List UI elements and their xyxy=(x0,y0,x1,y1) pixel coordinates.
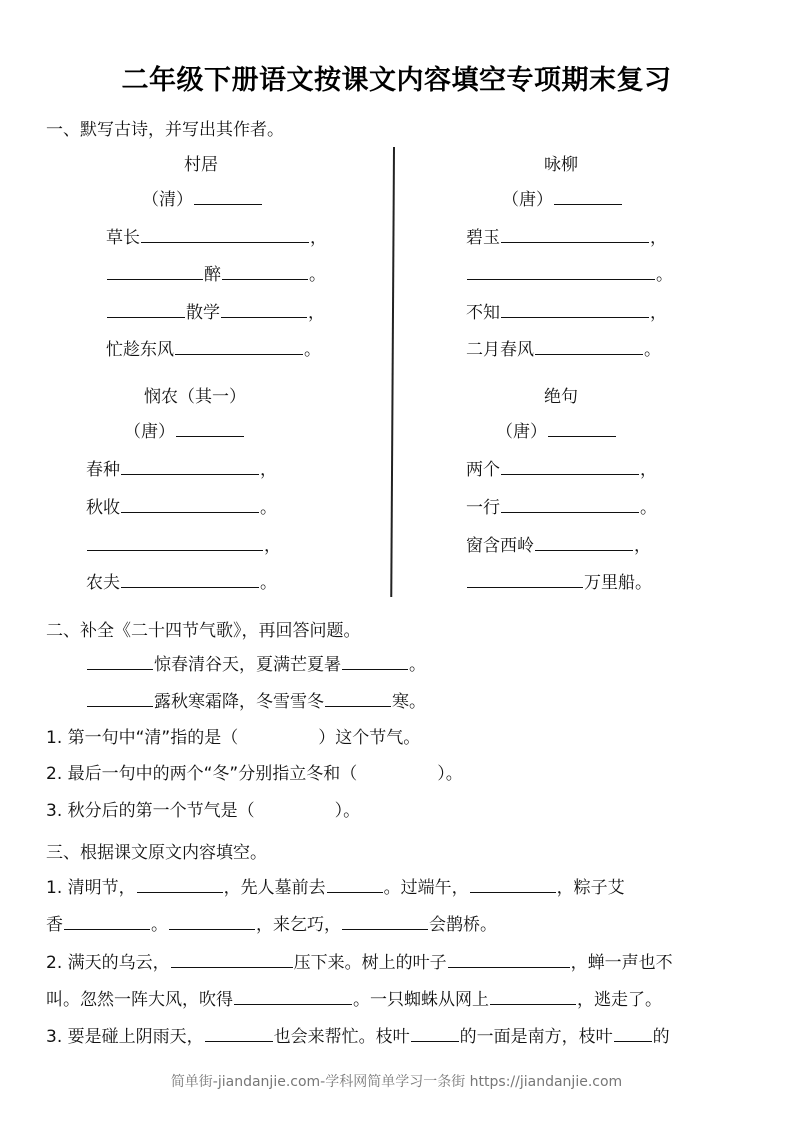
text: 叫。忽然一阵大风，吹得 xyxy=(46,990,233,1010)
fill-blank[interactable] xyxy=(342,653,408,670)
punct: ， xyxy=(650,228,667,248)
line-text: 秋收 xyxy=(86,498,120,518)
item-1-line-1 xyxy=(46,876,625,899)
question-1 xyxy=(46,727,420,749)
line-text: 农夫 xyxy=(86,573,120,593)
author-blank[interactable] xyxy=(548,420,616,437)
poem-author-line xyxy=(124,420,245,443)
text: 会鹊桥。 xyxy=(429,915,497,935)
poem-line xyxy=(466,338,661,361)
fill-blank[interactable] xyxy=(141,226,309,243)
poem-line xyxy=(466,226,667,249)
fill-blank[interactable] xyxy=(221,301,307,318)
punct: 。 xyxy=(260,498,277,518)
line-text: 碧玉 xyxy=(466,228,500,248)
fill-blank[interactable] xyxy=(137,876,223,893)
fill-blank[interactable] xyxy=(222,263,308,280)
fill-blank[interactable] xyxy=(64,913,150,930)
fill-blank[interactable] xyxy=(614,1025,652,1042)
punct: ， xyxy=(634,536,651,556)
question-text: 3. 秋分后的第一个节气是（ xyxy=(46,801,255,821)
text: 。过端午， xyxy=(383,878,469,898)
poem-line xyxy=(466,263,673,286)
poem-line xyxy=(86,534,281,557)
line-text: 醉 xyxy=(204,265,221,285)
punct: 。 xyxy=(260,573,277,593)
line-text: 万里船。 xyxy=(584,573,652,593)
text: 3. 要是碰上阴雨天， xyxy=(46,1027,204,1047)
song-line xyxy=(86,653,426,676)
line-text: 寒。 xyxy=(392,692,426,712)
line-text: 不知 xyxy=(466,303,500,323)
fill-blank[interactable] xyxy=(411,1025,459,1042)
poem-line xyxy=(466,534,651,557)
text: 压下来。树上的叶子 xyxy=(293,953,447,973)
poem-line xyxy=(466,458,657,481)
text: 的一面是南方，枝叶 xyxy=(459,1027,613,1047)
song-line xyxy=(86,690,426,713)
fill-blank[interactable] xyxy=(501,226,649,243)
question-text: ）这个节气。 xyxy=(318,728,421,748)
question-text: ）。 xyxy=(334,801,361,821)
poem-title: 村居 xyxy=(184,155,218,175)
fill-blank[interactable] xyxy=(325,690,391,707)
line-text: 忙趁东风 xyxy=(106,340,174,360)
text: 香 xyxy=(46,915,63,935)
line-text: 一行 xyxy=(466,498,500,518)
footer-watermark: 简单街-jiandanjie.com-学科网简单学习一条街 https://jiandanjie.com xyxy=(170,1074,623,1090)
text: 的 xyxy=(652,1027,670,1047)
item-2-line-1 xyxy=(46,951,673,974)
question-2 xyxy=(46,763,463,785)
question-text: 1. 第一句中“清”指的是（ xyxy=(46,728,239,748)
line-text: 散学 xyxy=(186,303,220,323)
poem-line xyxy=(466,301,667,324)
poem-line xyxy=(106,301,325,324)
item-2-line-2 xyxy=(46,988,662,1011)
poem-line xyxy=(86,496,277,519)
question-text: ）。 xyxy=(437,764,463,784)
line-text: 春种 xyxy=(86,460,120,480)
poem-line xyxy=(106,338,321,361)
fill-blank[interactable] xyxy=(490,988,576,1005)
dynasty: （唐） xyxy=(502,190,553,210)
author-blank[interactable] xyxy=(554,188,622,205)
line-text: 窗含西岭 xyxy=(466,536,534,556)
dynasty: （唐） xyxy=(496,422,547,442)
fill-blank[interactable] xyxy=(535,534,633,551)
punct: 。 xyxy=(656,265,673,285)
line-text: 两个 xyxy=(466,460,500,480)
fill-blank[interactable] xyxy=(470,876,556,893)
text: ，先人墓前去 xyxy=(223,878,326,898)
fill-blank[interactable] xyxy=(467,263,655,280)
text: ，粽子艾 xyxy=(556,878,625,898)
section-3-heading: 三、根据课文原文内容填空。 xyxy=(46,843,267,863)
fill-blank[interactable] xyxy=(171,951,293,968)
text: 。一只蜘蛛从网上 xyxy=(353,990,489,1010)
fill-blank[interactable] xyxy=(87,534,263,551)
author-blank[interactable] xyxy=(194,188,262,205)
section-2-heading: 二、补全《二十四节气歌》，再回答问题。 xyxy=(46,621,361,641)
punct: ， xyxy=(650,303,667,323)
column-divider xyxy=(390,147,394,597)
poem-line xyxy=(86,458,277,481)
item-1-line-2 xyxy=(46,913,497,936)
poem-author-line xyxy=(142,188,263,211)
author-blank[interactable] xyxy=(176,420,244,437)
fill-blank[interactable] xyxy=(205,1025,273,1042)
poem-line xyxy=(466,496,657,519)
line-text: 惊春清谷天，夏满芒夏暑 xyxy=(154,655,341,675)
text: ，来乞巧， xyxy=(256,915,341,935)
fill-blank[interactable] xyxy=(121,458,259,475)
page-title: 二年级下册语文按课文内容填空专项期末复习 xyxy=(121,65,672,96)
poem-author-line xyxy=(496,420,617,443)
fill-blank[interactable] xyxy=(501,458,639,475)
punct: ， xyxy=(308,303,325,323)
fill-blank[interactable] xyxy=(87,653,153,670)
punct: ， xyxy=(260,460,277,480)
text: ，逃走了。 xyxy=(577,990,662,1010)
poem-line xyxy=(466,571,652,594)
fill-blank[interactable] xyxy=(467,571,583,588)
line-text: 草长 xyxy=(106,228,140,248)
poem-line xyxy=(106,226,327,249)
dynasty: （唐） xyxy=(124,422,175,442)
poem-title: 绝句 xyxy=(544,387,578,407)
question-3 xyxy=(46,800,360,822)
punct: ， xyxy=(264,536,281,556)
fill-blank[interactable] xyxy=(107,301,185,318)
punct: 。 xyxy=(409,655,426,675)
poem-author-line xyxy=(502,188,623,211)
punct: 。 xyxy=(304,340,321,360)
text: 2. 满天的乌云， xyxy=(46,953,170,973)
punct: 。 xyxy=(644,340,661,360)
punct: 。 xyxy=(309,265,326,285)
fill-blank[interactable] xyxy=(121,496,259,513)
section-1-heading: 一、默写古诗，并写出其作者。 xyxy=(46,120,284,140)
fill-blank[interactable] xyxy=(535,338,643,355)
text: 。 xyxy=(151,915,168,935)
fill-blank[interactable] xyxy=(121,571,259,588)
fill-blank[interactable] xyxy=(327,876,383,893)
punct: ， xyxy=(310,228,327,248)
punct: ， xyxy=(640,460,657,480)
fill-blank[interactable] xyxy=(342,913,428,930)
fill-blank[interactable] xyxy=(234,988,352,1005)
dynasty: （清） xyxy=(142,190,193,210)
fill-blank[interactable] xyxy=(169,913,255,930)
question-text: 2. 最后一句中的两个“冬”分别指立冬和（ xyxy=(46,764,358,784)
fill-blank[interactable] xyxy=(107,263,203,280)
punct: 。 xyxy=(640,498,657,518)
fill-blank[interactable] xyxy=(501,301,649,318)
fill-blank[interactable] xyxy=(448,951,570,968)
text: ，蝉一声也不 xyxy=(570,953,673,973)
poem-title: 悯农（其一） xyxy=(144,387,246,407)
text: 也会来帮忙。枝叶 xyxy=(273,1027,410,1047)
poem-line xyxy=(86,571,277,594)
poem-line xyxy=(106,263,326,286)
poem-title: 咏柳 xyxy=(544,155,578,175)
fill-blank[interactable] xyxy=(501,496,639,513)
fill-blank[interactable] xyxy=(87,690,153,707)
line-text: 露秋寒霜降，冬雪雪冬 xyxy=(154,692,324,712)
line-text: 二月春风 xyxy=(466,340,534,360)
item-3-line-1 xyxy=(46,1025,670,1048)
text: 1. 清明节， xyxy=(46,878,136,898)
fill-blank[interactable] xyxy=(175,338,303,355)
